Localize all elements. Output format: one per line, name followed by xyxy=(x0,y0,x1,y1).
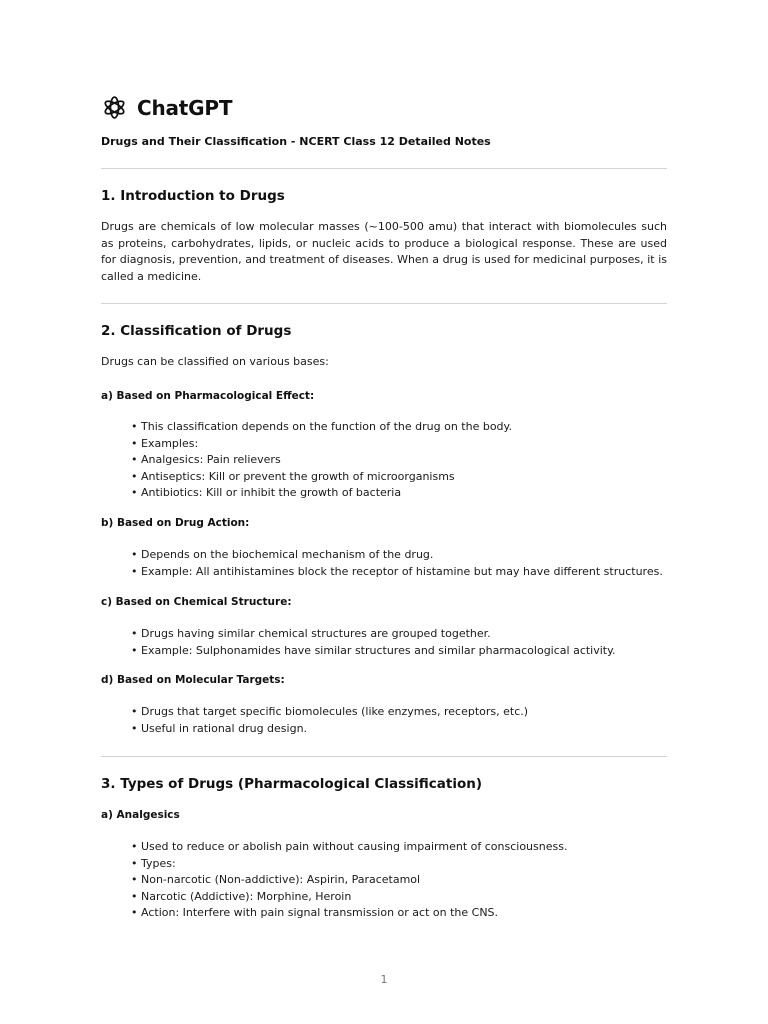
list-item: • Antiseptics: Kill or prevent the growth of microorganisms xyxy=(131,469,512,486)
list-item: • Used to reduce or abolish pain without causing impairment of consciousness. xyxy=(131,839,567,856)
divider xyxy=(101,168,667,169)
subsection-heading-chemical-structure: c) Based on Chemical Structure: xyxy=(101,596,292,608)
list-item: • Narcotic (Addictive): Morphine, Heroin xyxy=(131,889,567,906)
list-item: • Drugs having similar chemical structures are grouped together. xyxy=(131,626,616,643)
list-item: • Depends on the biochemical mechanism of the drug. xyxy=(131,547,663,564)
molecular-targets-list xyxy=(131,704,528,737)
brand-header xyxy=(101,94,232,121)
analgesics-list xyxy=(131,839,567,922)
introduction-paragraph: Drugs are chemicals of low molecular masses (~100-500 amu) that interact with biomolecules such as proteins, carbohydrates, lipids, or nucleic acids to produce a biological response. These are used for diagnosis, prevention, and treatment of diseases. When a drug is used for medicinal purposes, it is called a medicine. xyxy=(101,220,667,283)
list-item: • Drugs that target specific biomolecules (like enzymes, receptors, etc.) xyxy=(131,704,528,721)
subsection-heading-analgesics: a) Analgesics xyxy=(101,809,180,821)
list-item: • Analgesics: Pain relievers xyxy=(131,452,512,469)
list-item: • Example: All antihistamines block the receptor of histamine but may have different structures. xyxy=(131,564,663,581)
subsection-heading-pharmacological-effect: a) Based on Pharmacological Effect: xyxy=(101,390,315,402)
page-number: 1 xyxy=(380,973,388,986)
divider xyxy=(101,303,667,304)
subsection-heading-molecular-targets: d) Based on Molecular Targets: xyxy=(101,674,285,686)
divider xyxy=(101,756,667,757)
brand-name: ChatGPT xyxy=(137,95,233,120)
list-item: • Action: Interfere with pain signal transmission or act on the CNS. xyxy=(131,905,567,922)
section-heading-introduction: 1. Introduction to Drugs xyxy=(101,188,285,204)
document-title: Drugs and Their Classification - NCERT Class 12 Detailed Notes xyxy=(101,135,491,148)
list-item: • Non-narcotic (Non-addictive): Aspirin, Paracetamol xyxy=(131,872,567,889)
classification-intro: Drugs can be classified on various bases: xyxy=(101,355,329,368)
chemical-structure-list xyxy=(131,626,616,659)
list-item: • This classification depends on the function of the drug on the body. xyxy=(131,419,512,436)
subsection-heading-drug-action: b) Based on Drug Action: xyxy=(101,517,250,529)
list-item: • Antibiotics: Kill or inhibit the growth of bacteria xyxy=(131,485,512,502)
drug-action-list xyxy=(131,547,663,580)
list-item: • Example: Sulphonamides have similar structures and similar pharmacological activity. xyxy=(131,643,616,660)
list-item: • Useful in rational drug design. xyxy=(131,721,528,738)
list-item: • Types: xyxy=(131,856,567,873)
chatgpt-logo-icon xyxy=(101,94,128,121)
section-heading-classification: 2. Classification of Drugs xyxy=(101,323,292,339)
pharmacological-effect-list xyxy=(131,419,512,502)
section-heading-types-of-drugs: 3. Types of Drugs (Pharmacological Classification) xyxy=(101,776,483,792)
list-item: • Examples: xyxy=(131,436,512,453)
